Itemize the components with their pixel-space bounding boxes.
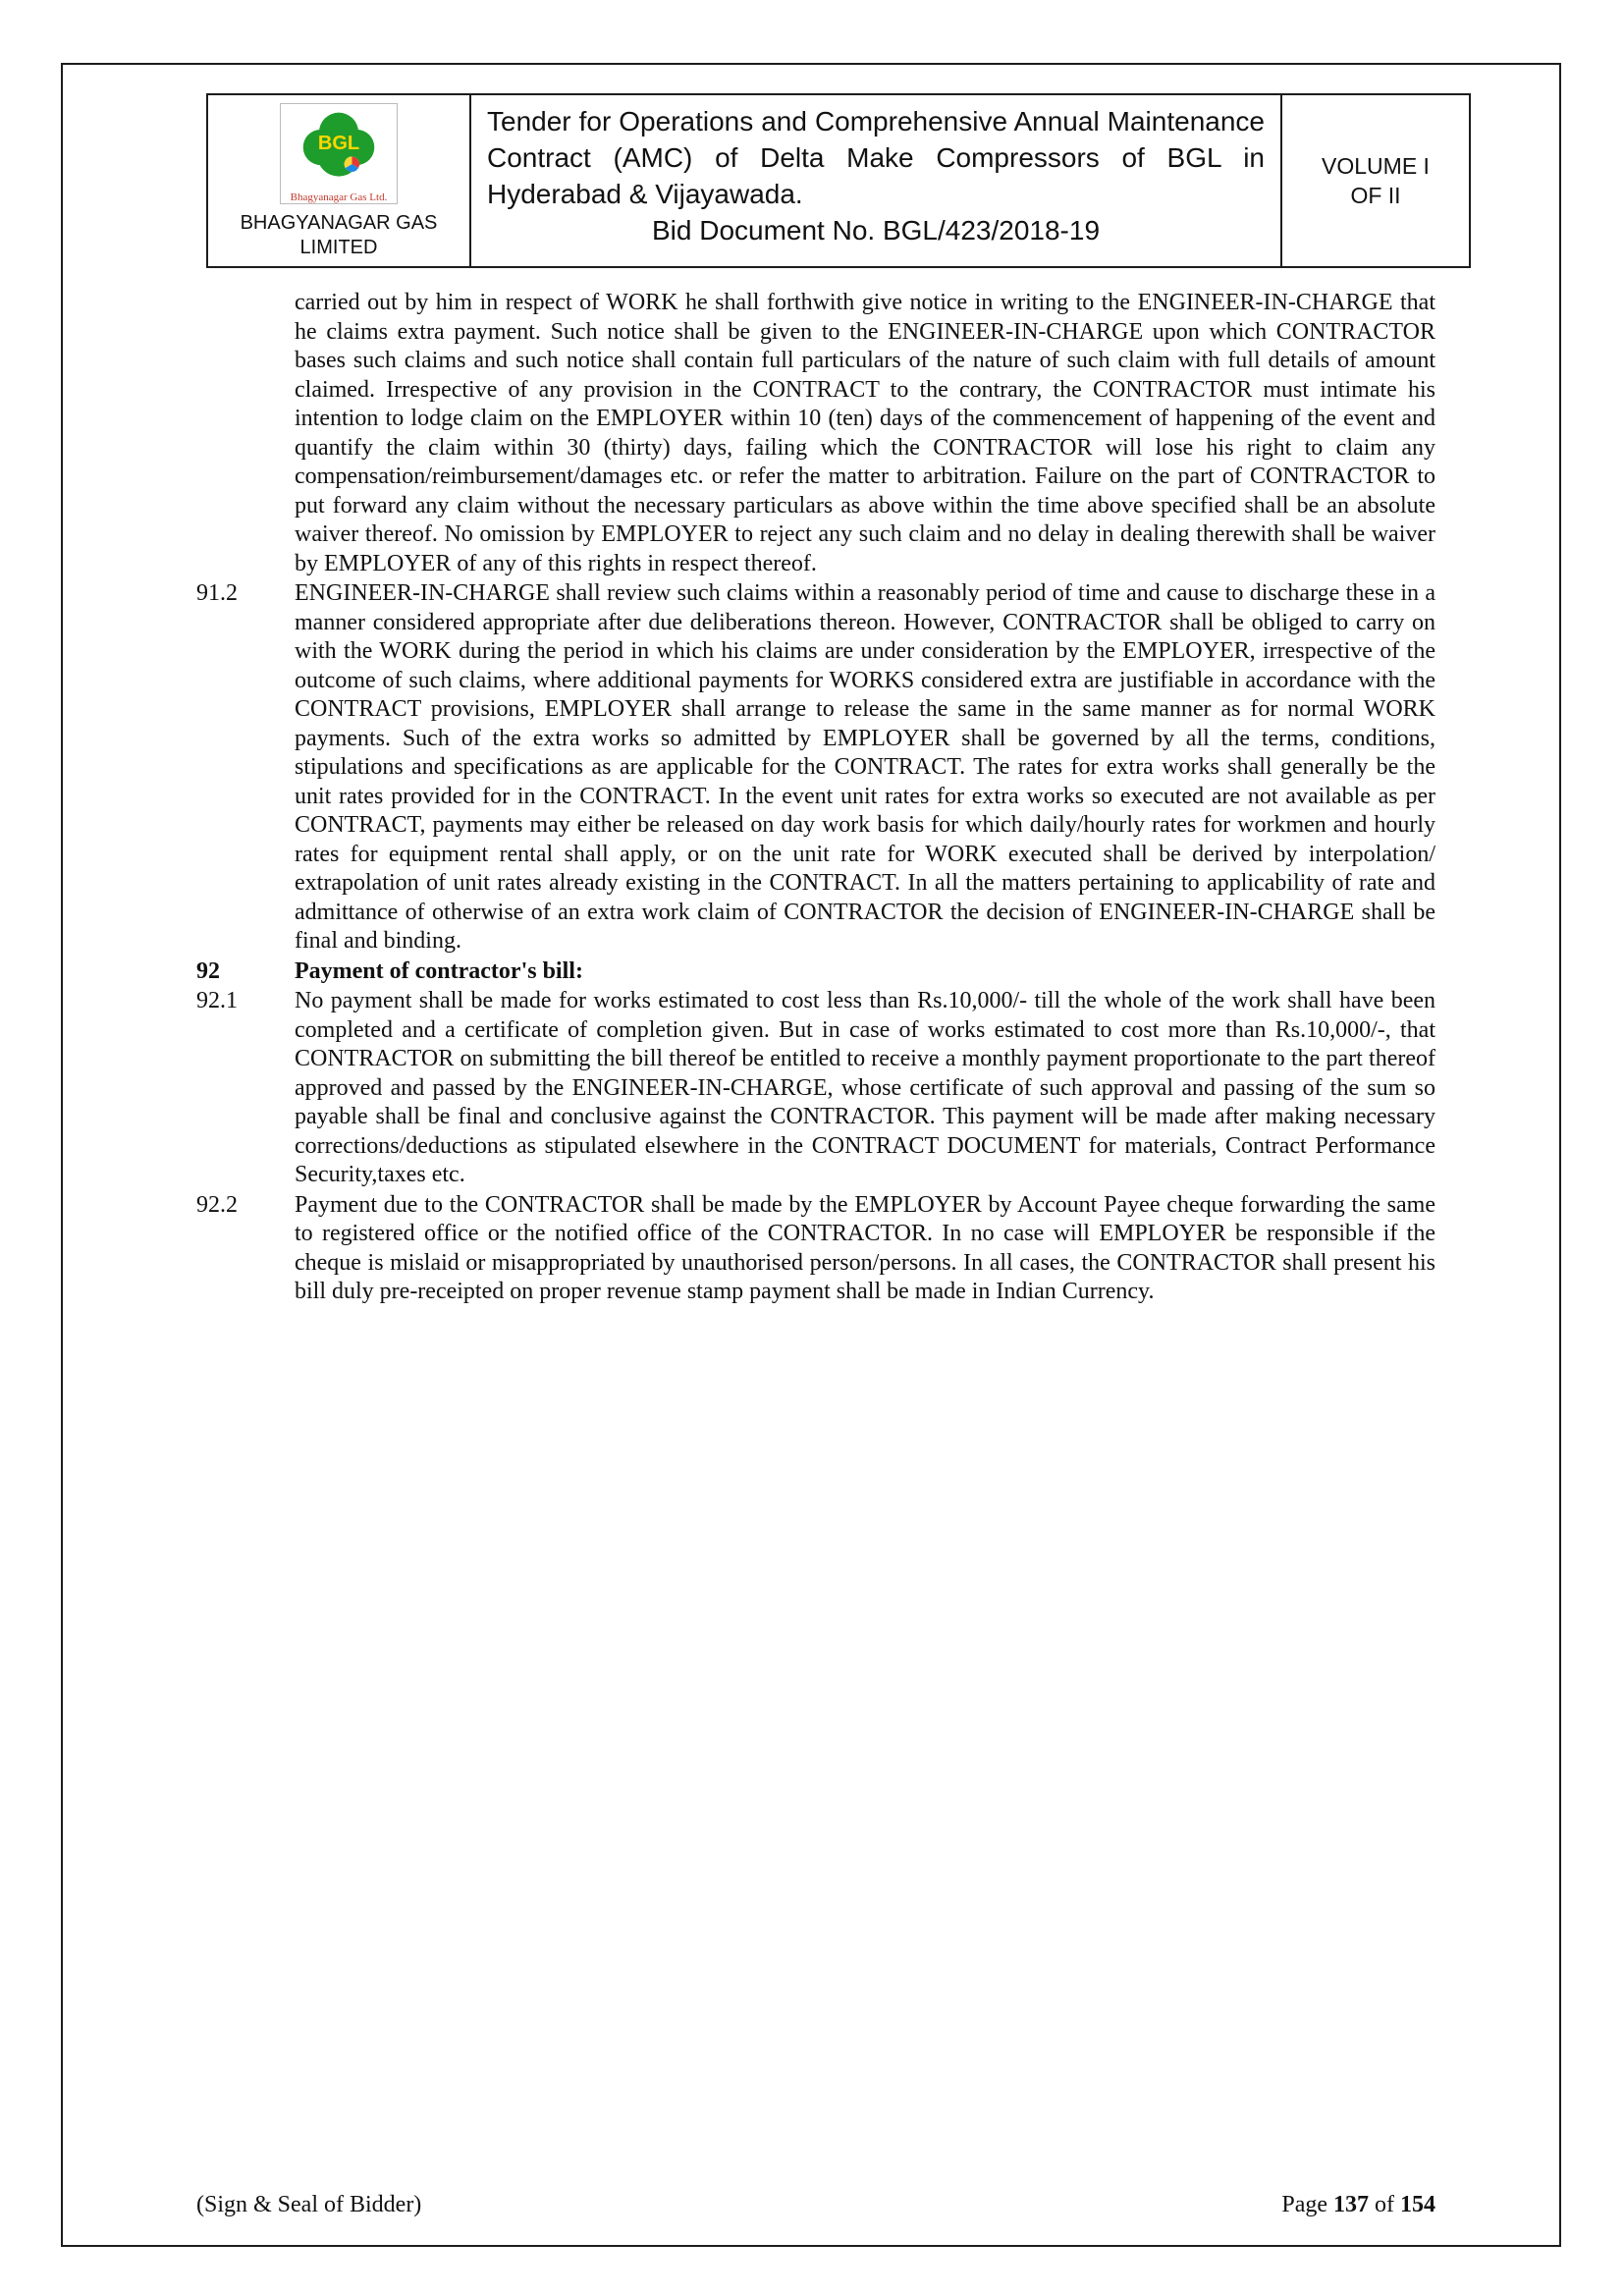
clause-text: ENGINEER-IN-CHARGE shall review such claims within a reasonably period of time and cause to discharge these in a manner considered appropriate after due deliberations thereon. However, CONTRACTOR shall be obliged to carry on with the WORK during the period in which his claims are under consideration by the EMPLOYER, irrespective of the outcome of such claims, where additional payments for WORKS considered extra are justifiable in accordance with the CONTRACT provisions, EMPLOYER shall arrange to release the same in the same manner as for normal WORK payments. Such of the extra works so admitted by EMPLOYER shall be governed by all the terms, conditions, stipulations and specifications as are applicable for the CONTRACT. The rates for extra works shall generally be the unit rates provided for in the CONTRACT. In the event unit rates for extra works so executed are not available as per CONTRACT, payments may either be released on day work basis for which daily/hourly rates for workmen and hourly rates for equipment rental shall apply, or on the unit rate for WORK executed shall be derived by interpolation/ extrapolation of unit rates already existing in the CONTRACT. In all the matters pertaining to applicability of rate and admittance of otherwise of an extra work claim of CONTRACTOR the decision of ENGINEER-IN-CHARGE shall be final and binding.	[295, 580, 1435, 954]
logo-cell	[208, 95, 471, 266]
org-name: BHAGYANAGAR GAS LIMITED	[240, 212, 438, 258]
volume-cell	[1282, 95, 1469, 266]
page-indicator	[1281, 2190, 1435, 2219]
sign-seal-note: (Sign & Seal of Bidder)	[196, 2192, 422, 2217]
volume-line-1: VOLUME I	[1322, 153, 1430, 179]
clause-continuation	[196, 289, 1435, 578]
clause-number: 92.2	[196, 1191, 238, 1218]
logo-box	[280, 103, 399, 204]
clause-text: carried out by him in respect of WORK he shall forthwith give notice in writing to the ENGINEER-IN-CHARGE that he claims extra payment. Such notice shall be given to the ENGINEER-IN-CHARGE upon which CONTRACTOR bases such claims and such notice shall contain full particulars of the nature of such claim with full details of amount claimed. Irrespective of any provision in the CONTRACT to the contrary, the CONTRACTOR must intimate his intention to lodge claim on the EMPLOYER within 10 (ten) days of the commencement of happening of the event and quantify the claim within 30 (thirty) days, failing which the CONTRACTOR will lose his right to claim any compensation/reimbursement/damages etc. or refer the matter to arbitration. Failure on the part of CONTRACTOR to put forward any claim without the necessary particulars as above within the time above specified shall be an absolute waiver thereof. No omission by EMPLOYER to reject any such claim and no delay in dealing therewith shall be waiver by EMPLOYER of any of this rights in respect thereof.	[295, 290, 1435, 576]
clause-92-1	[196, 987, 1435, 1190]
clause-number: 91.2	[196, 580, 238, 606]
of-label: of	[1375, 2192, 1394, 2217]
clause-number: 92.1	[196, 988, 238, 1013]
clause-number	[196, 289, 295, 578]
clause-number: 92	[196, 957, 220, 984]
clause-91-2	[196, 579, 1435, 957]
bgl-logo-icon	[292, 132, 386, 192]
page-footer	[196, 2190, 1435, 2219]
clause-92-2	[196, 1191, 1435, 1307]
header-table	[206, 93, 1471, 268]
document-body	[196, 289, 1435, 1308]
page-label: Page	[1281, 2192, 1327, 2217]
document-title: Tender for Operations and Comprehensive Annual Maintenance Contract (AMC) of Delta Make Compressors of BGL in Hyderabad & Vijayawada.	[487, 106, 1265, 209]
clause-text: Payment due to the CONTRACTOR shall be made by the EMPLOYER by Account Payee cheque forwarding the same to registered office or the notified office of the CONTRACTOR. In no case will EMPLOYER be responsible if the cheque is mislaid or misappropriated by unauthorised person/persons. In all cases, the CONTRACTOR shall present his bill duly pre-receipted on proper revenue stamp payment shall be made in Indian Currency.	[295, 1191, 1435, 1304]
volume-line-2: OF II	[1350, 183, 1401, 208]
page-total: 154	[1400, 2192, 1435, 2217]
clause-text: No payment shall be made for works estimated to cost less than Rs.10,000/- till the whole of the work shall have been completed and a certificate of completion given. But in case of works estimated to cost more than Rs.10,000/-, that CONTRACTOR on submitting the bill thereof be entitled to receive a monthly payment proportionate to the part thereof approved and passed by the ENGINEER-IN-CHARGE, whose certificate of such approval and passing of the sum so payable shall be final and conclusive against the CONTRACTOR. This payment will be made after making necessary corrections/deductions as stipulated elsewhere in the CONTRACT DOCUMENT for materials, Contract Performance Security,taxes etc.	[295, 988, 1435, 1187]
clause-heading-text: Payment of contractor's bill:	[295, 957, 583, 984]
svg-text:BGL: BGL	[317, 132, 360, 154]
title-cell	[471, 95, 1282, 266]
bid-document-number: Bid Document No. BGL/423/2018-19	[651, 215, 1101, 246]
page-current: 137	[1333, 2192, 1369, 2217]
logo-tagline: Bhagyanagar Gas Ltd.	[290, 191, 388, 203]
clause-92-heading	[196, 957, 1435, 987]
